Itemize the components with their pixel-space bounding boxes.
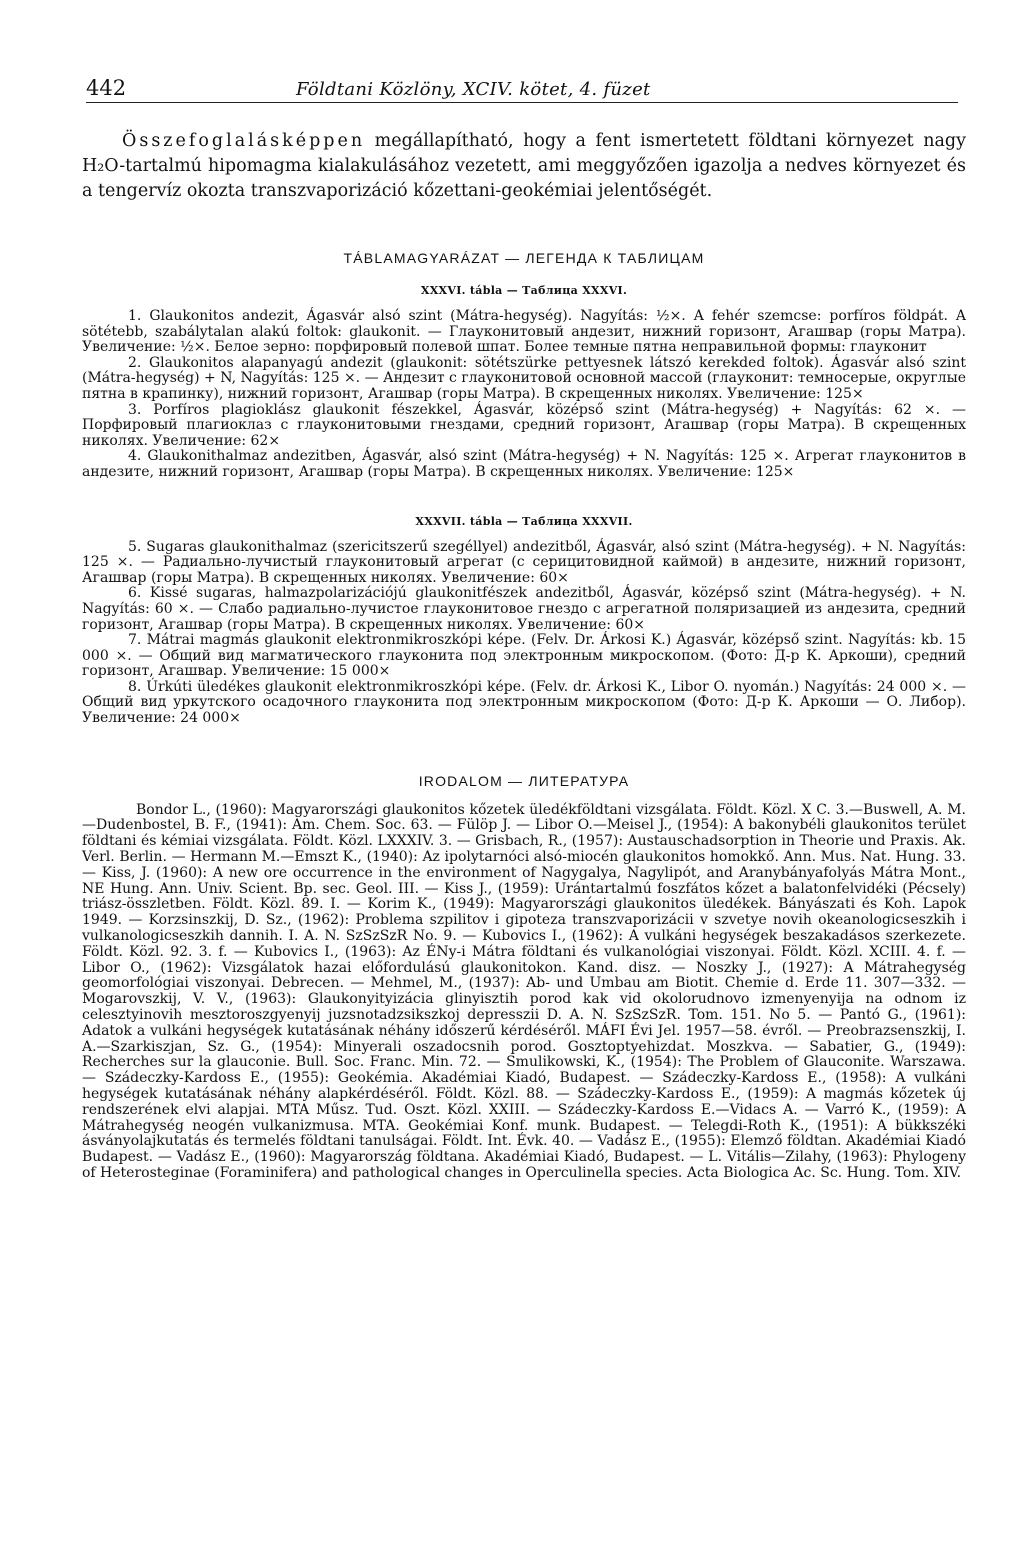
plate-heading-xxxvii: XXXVII. tábla — Таблица XXXVII. (415, 514, 633, 528)
plate-caption: 2. Glaukonitos alapanyagú andezit (glaukonit: sötétszürke pettyesnek látszó kerekded foltok). Ágasvár alsó szint (Mátra-hegység) + N, Nagyítás: 125 ×. — Андезит с глауконитовой основной массой (глауконит: темносерые, округлые пятна в крапинку), нижний горизонт, Агашвар (горы Матра). В скрещенных николях. Увеличение: 125× (82, 354, 966, 402)
journal-title: Földtani Közlöny, XCIV. kötet, 4. füzet (296, 79, 651, 100)
plate-captions-xxxvi (82, 309, 966, 481)
summary-paragraph (82, 129, 966, 204)
plate-legend-heading: TÁBLAMAGYARÁZAT — ЛЕГЕНДА К ТАБЛИЦАМ (343, 250, 705, 266)
plate-caption: 4. Glaukonithalmaz andezitben, Ágasvár, alsó szint (Mátra-hegység) + N. Nagyítás: 125 ×. Агрегат глауконитов в андезите, нижний горизонт, Агашвар (горы Матра). В скрещенных николях. Увеличение: 125× (82, 448, 966, 480)
plate-caption: 1. Glaukonitos andezit, Ágasvár alsó szint (Mátra-hegység). Nagyítás: ½×. A fehér szemcse: porfíros földpát. A sötétebb, szabálytalan alakú foltok: glaukonit. — Глауконитовый андезит, нижний горизонт, Агашвар (горы Матра). Увеличение: ½×. Белое зерно: порфировый полевой шпат. Более темные пятна неправильной формы: глауконит (82, 308, 966, 356)
plate-captions-xxxvii (82, 540, 966, 727)
plate-caption: 8. Úrkúti üledékes glaukonit elektronmikroszkópi képe. (Felv. dr. Árkosi K., Libor O. nyomán.) Nagyítás: 24 000 ×. — Общий вид уркутского осадочного глауконита под электронным микроскопом (Фото: Д-р К. Аркоши — О. Либор). Увеличение: 24 000× (82, 678, 966, 727)
plate-caption: 5. Sugaras glaukonithalmaz (szericitszerű szegéllyel) andezitből, Ágasvár, alsó szint (Mátra-hegység). + N. Nagyítás: 125 ×. — Радиально-лучистый глауконитовый агрегат (с серицитовидной каймой) в андезите, нижний горизонт, Агашвар (горы Матра). В скрещенных николях. Увеличение: 60× (82, 538, 966, 586)
summary-text: megállapítható, hogy a fent ismertetett földtani környezet nagy H₂O-tartalmú hipomagma kialakulásához vezetett, ami meggyőzően igazolja a nedves környezet és a tengervíz okozta transzvaporizáció kőzettani-geokémiai jelentőségét. (82, 131, 966, 201)
plate-caption: 7. Mátrai magmás glaukonit elektronmikroszkópi képe. (Felv. Dr. Árkosi K.) Ágasvár, középső szint. Nagyítás: kb. 15 000 ×. — Общий вид магматического глауконита под электронным микроскопом. (Фото: Д-р К. Аркоши), средний горизонт, Агашвар. Увеличение: 15 000× (82, 632, 966, 680)
page-number: 442 (86, 76, 127, 100)
references-list: Bondor L., (1960): Magyarországi glaukonitos kőzetek üledékföldtani vizsgálata. Földt. Közl. X C. 3.—Buswell, A. M.—Dudenbostel, B. F., (1941): Am. Chem. Soc. 63. — Fülöp J. — Libor O.—Meisel J., (1954): A bakonybéli glaukonitos terület földtani és kémiai vizsgálata. Földt. Közl. LXXXIV. 3. — Grisbach, R., (1957): Austauschadsorption in Theorie und Praxis. Ak. Verl. Berlin. — Hermann M.—Emszt K., (1940): Az ipolytarnóci alsó-miocén glaukonitos homokkő. Ann. Mus. Nat. Hung. 33. — Kiss, J. (1960): A new ore occurrence in the environment of Nagygalya, Nagylipót, and Aranybányafolyás Mátra Mont., NE Hung. Ann. Univ. Scient. Bp. sec. Geol. III. — Kiss J., (1959): Urántartalmú foszfátos kőzet a balatonfelvidéki (Pécsely) triász-összletben. Földt. Közl. 89. I. — Korim K., (1949): Magyarországi glaukonitos üledékek. Bányászati és Koh. Lapok 1949. — Korzsinszkij, D. Sz., (1962): Problema szpilitov i gipoteza transzvaporizácii v szvetye novih okeanologicseszkih i vulkanologicseszkih dannih. I. A. N. SzSzSzR No. 9. — Kubovics I., (1962): A vulkáni hegységek beszakadásos szerkezete. Földt. Közl. 92. 3. f. — Kubovics I., (1963): Az ÉNy-i Mátra földtani és vulkanológiai viszonyai. Földt. Közl. XCIII. 4. f. — Libor O., (1962): Vizsgálatok hazai előfordulású glaukonitokon. Kand. disz. — Noszky J., (1927): A Mátrahegység geomorfológiai viszonyai. Debrecen. — Mehmel, M., (1937): Ab- und Umbau am Biotit. Chemie d. Erde 11. 307—332. — Mogarovszkij, V. V., (1963): Glaukonyityizácia glinyisztih porod kak vid okolorudnovo izmenyenyija na odnom iz celesztyinovih mesztoroszgyenyij juzsnotadzsikszkoj depresszii D. A. N. SzSzSzR. Tom. 151. No 5. — Pantó G., (1961): Adatok a vulkáni hegységek kutatásának néhány időszerű kérdéséről. MÁFI Évi Jel. 1957—58. évről. — Preobrazsenszkij, I. A.—Szarkiszjan, Sz. G., (1954): Minyerali oszadocsnih porod. Gosztoptyehizdat. Moszkva. — Sabatier, G., (1949): Recherches sur la glauconie. Bull. Soc. Franc. Min. 72. — Smulikowski, K., (1954): The Problem of Glauconite. Warszawa. — Szádeczky-Kardoss E., (1955): Geokémia. Akadémiai Kiadó, Budapest. — Szádeczky-Kardoss E., (1958): A vulkáni hegységek kutatásának néhány alapkérdéséről. Földt. Közl. 88. — Szádeczky-Kardoss E., (1959): A magmás kőzetek új rendszerének elvi alapjai. MTA Műsz. Tud. Oszt. Közl. XXIII. — Szádeczky-Kardoss E.—Vidacs A. — Varró K., (1959): A Mátrahegység neogén vulkanizmusa. MTA. Geokémiai Konf. munk. Budapest. — Telegdi-Roth K., (1951): A bükkszéki ásványolajkutatás és termelés földtani tanulságai. Földt. Int. Évk. 40. — Vadász E., (1955): Elemző földtan. Akadémiai Kiadó Budapest. — Vadász E., (1960): Magyarország földtana. Akadémiai Kiadó, Budapest. — L. Vitális—Zilahy, (1963): Phylogeny of Heterosteginae (Foraminifera) and pathological changes in Operculinella species. Acta Biologica Ac. Sc. Hung. Tom. XIV. (82, 801, 966, 1181)
plate-heading-xxxvi: XXXVI. tábla — Таблица XXXVI. (420, 284, 628, 297)
references-heading: IRODALOM — ЛИТЕРАТУРА (418, 772, 630, 789)
plate-caption: 6. Kissé sugaras, halmazpolarizációjú glaukonitfészek andezitből, Ágasvár, középső szint (Mátra-hegység). + N. Nagyítás: 60 ×. — Слабо радиально-лучистое глауконитовое гнездо с агрегатной поляризацией из андезита, средний горизонт, Агашвар (горы Матра). В скрещенных николях. Увеличение: 60× (82, 585, 966, 633)
plate-caption: 3. Porfíros plagioklász glaukonit fészekkel, Ágasvár, középső szint (Mátra-hegység) + Nagyítás: 62 ×. — Порфировый плагиоклаз с глауконитовыми гнездами, средний горизонт, Агашвар (горы Матра). В скрещенных николях. Увеличение: 62× (82, 401, 966, 449)
running-head (86, 76, 958, 103)
summary-lead-word: Összefoglalásképpen (122, 131, 366, 151)
